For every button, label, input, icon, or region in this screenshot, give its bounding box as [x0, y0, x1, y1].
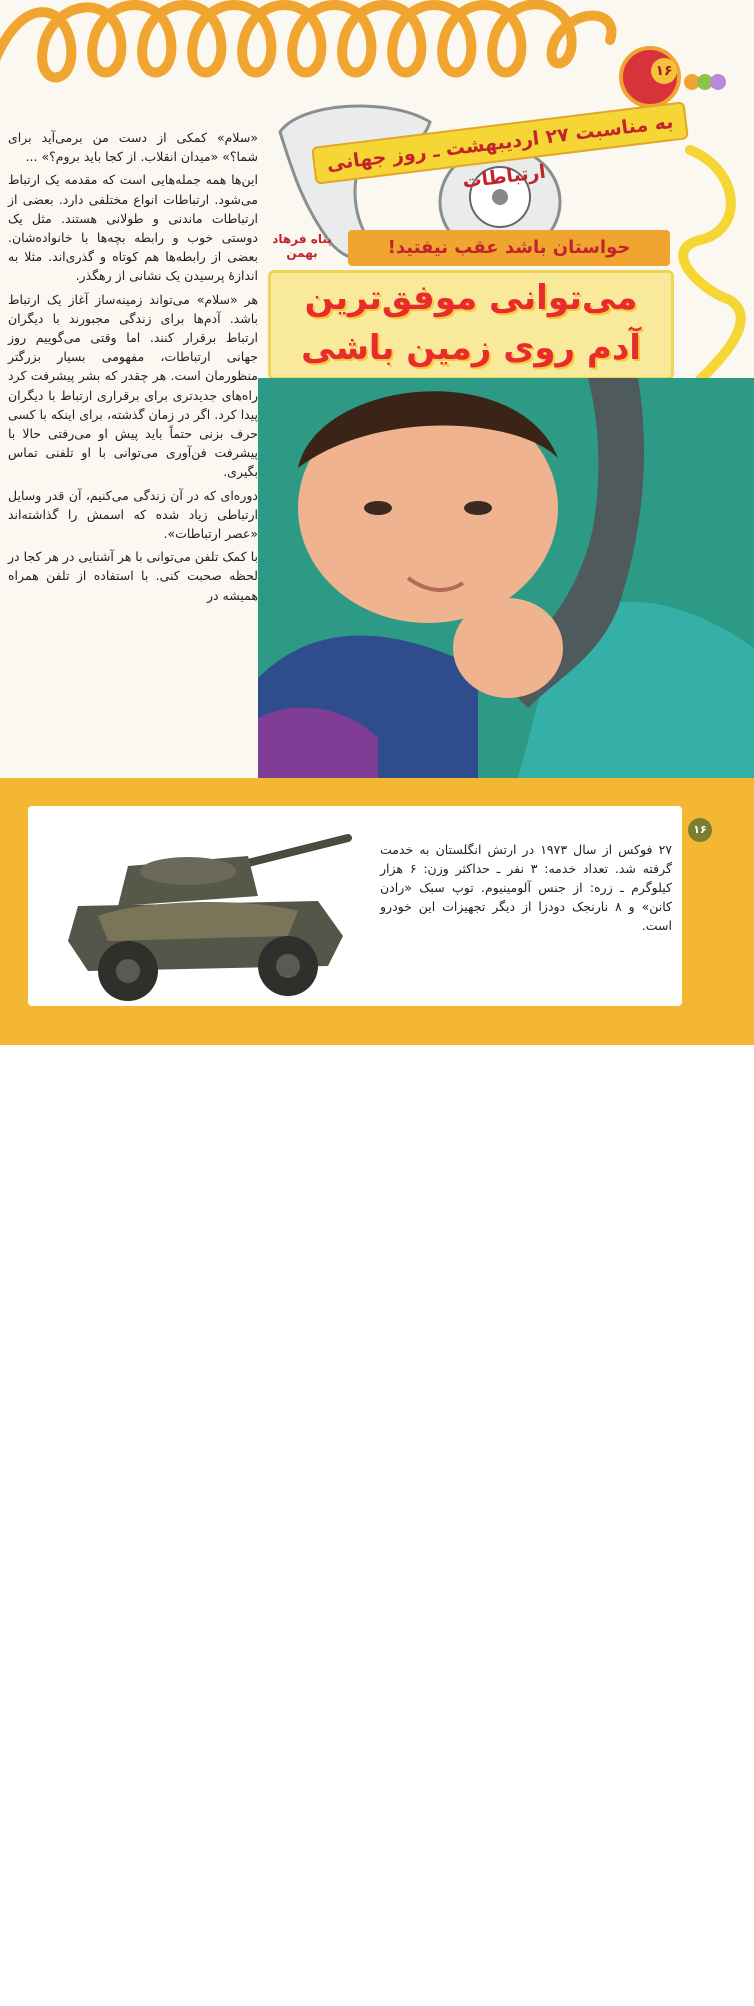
article-paragraph: هر «سلام» می‌تواند زمینه‌ساز آغاز یک ارتباط باشد. آدم‌ها برای زندگی مجبورند با دیگران ارتباط برقرار کنند. اما وقتی می‌گوییم روز جهانی ارتباطات، مفهومی بسیار بزرگتر منظورمان است. هر چقدر که بشر پیشرفت کرد راه‌های جدیدتری برای برقراری ارتباط با دیگران پیدا کرد. اگر در زمان گذشته، برای اینکه با کسی حرف بزنی حتماً باید پیش او می‌رفتی حالا با پیشرفت فن‌آوری می‌توانی با او تلفنی تماس بگیری.: [8, 291, 258, 480]
article-body: [8, 128, 258, 609]
kicker-label: حواستان باشد عقب نیفتید!: [348, 230, 670, 266]
event-banner: به مناسبت ۲۷ اردیبهشت ـ روز جهانی ارتباطات: [311, 101, 689, 185]
headline-line-2: آدم روی زمین باشی: [301, 328, 641, 368]
tank-feature-section: [0, 778, 754, 1045]
armored-car-illustration: [58, 816, 370, 1006]
headline-line-1: می‌توانی موفق‌ترین: [304, 278, 638, 318]
tank-description: ۲۷ فوکس از سال ۱۹۷۳ در ارتش انگلستان به خدمت گرفته شد. تعداد خدمه: ۳ نفر ـ حداکثر وزن: ۶ هزار کیلوگرم ـ زره: از جنس آلومینیوم. توپ سبک «رادن کانن» و ۸ نارنجک دودزا از دیگر تجهیزات این خودرو است.: [380, 842, 673, 933]
child-on-phone-photo: [258, 378, 754, 778]
article-paragraph: این‌ها همه جمله‌هایی است که مقدمه یک ارتباط می‌شود. ارتباطات انواع مختلفی دارد. بعضی از ارتباطات ماندنی و طولانی هستند. مثل یک دوستی خوب و رابطه بچه‌ها با خانواده‌شان. بعضی از رابطه‌ها هم کوتاه و گذری‌اند. مثلا به اندازهٔ پرسیدن یک نشانی از رهگذر.: [8, 172, 258, 284]
article-paragraph: دوره‌ای که در آن زندگی می‌کنیم، آن قدر وسایل ارتباطی زیاد شده که اسمش را گذاشته‌اند «عصر ارتباطات».: [8, 487, 258, 542]
tank-page-number: ۱۶: [688, 818, 712, 842]
tank-card: [28, 806, 707, 1006]
article-paragraph: با کمک تلفن می‌توانی با هر آشنایی در هر کجا در لحظه صحبت کنی. با استفاده از تلفن همراه همیشه در: [8, 549, 258, 603]
page-number: ۱۶: [651, 58, 677, 84]
author-name: پناه فرهاد بهمن: [272, 232, 332, 260]
headline: [268, 270, 674, 380]
page-badge: [619, 46, 681, 108]
decorative-dots: [684, 74, 723, 94]
article-paragraph: «سلام» کمکی از دست من برمی‌آید برای شما؟» «میدان انقلاب. از کجا باید بروم؟» ...: [8, 130, 258, 165]
